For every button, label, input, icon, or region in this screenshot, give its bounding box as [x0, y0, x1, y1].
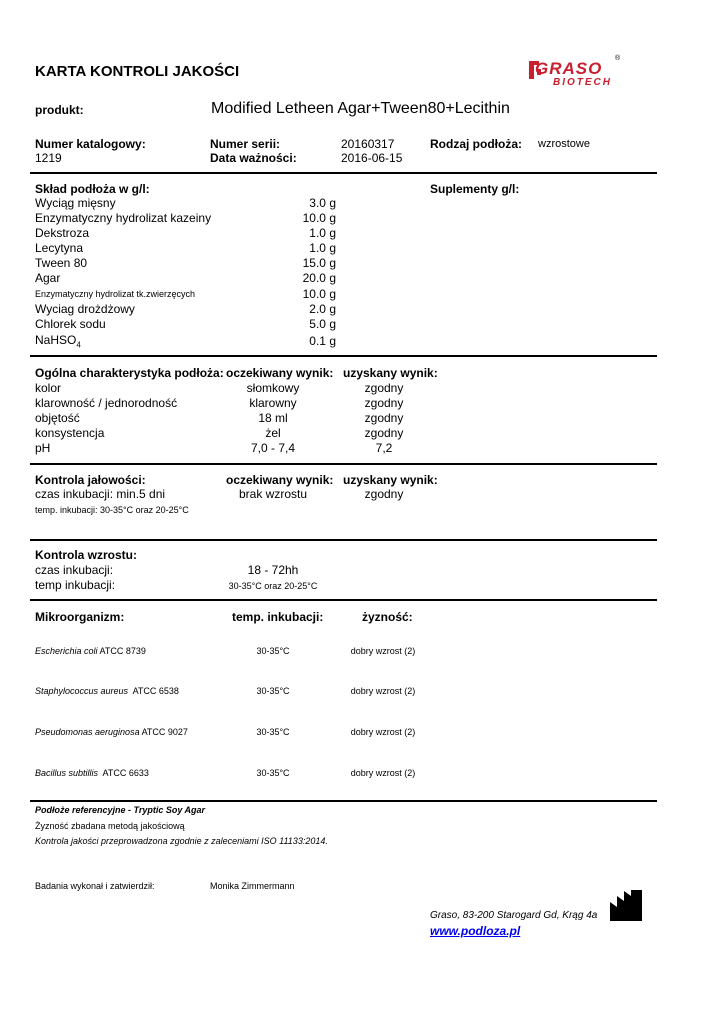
param-obtained: zgodny [364, 426, 404, 440]
jalowosc-czas: czas inkubacji: min.5 dni [35, 487, 166, 501]
logo-brand: GRASO [535, 59, 603, 78]
jalowosc-temp: temp. inkubacji: 30-35°C oraz 20-25°C [35, 505, 189, 515]
waznosc-label: Data ważności: [210, 151, 297, 165]
wzrost-temp-value: 30-35°C oraz 20-25°C [228, 581, 318, 591]
katalog-label: Numer katalogowy: [35, 137, 146, 151]
ingredient-name: Dekstroza [35, 226, 90, 240]
ogolna-header: Ogólna charakterystyka podłoża: [35, 366, 224, 380]
ingredient-name: Wyciag drożdżowy [35, 302, 135, 316]
ingredient-amount: 20.0 g [302, 271, 336, 285]
suplementy-header: Suplementy g/l: [430, 182, 520, 196]
wzrost-header: Kontrola wzrostu: [35, 548, 137, 562]
mikro-zyznosc-label: żyzność: [362, 610, 413, 624]
species-atcc: ATCC 6633 [98, 768, 149, 778]
row-temp: 30-35°C [256, 646, 290, 656]
table-row [35, 727, 188, 737]
table-row [35, 686, 179, 696]
ingredient-name: Wyciąg mięsny [35, 196, 116, 210]
divider [30, 539, 657, 541]
param-expected: żel [265, 426, 281, 440]
ingredient-name: Lecytyna [35, 241, 84, 255]
sklad-header: Skład podłoża w g/l: [35, 182, 150, 196]
waznosc-value: 2016-06-15 [341, 151, 403, 165]
row-result: dobry wzrost (2) [350, 686, 416, 696]
footer-website-link[interactable]: www.podloza.pl [430, 924, 521, 938]
note-reference: Podłoże referencyjne - Tryptic Soy Agar [35, 805, 206, 815]
param-expected: słomkowy [246, 381, 300, 395]
ingredient-amount: 1.0 g [309, 241, 336, 255]
jalowosc-header: Kontrola jałowości: [35, 473, 146, 487]
obtained-label: uzyskany wynik: [343, 473, 438, 487]
jalowosc-obtained: zgodny [364, 487, 404, 501]
ingredient-name: Enzymatyczny hydrolizat tk.zwierzęcych [35, 289, 196, 299]
page-title: KARTA KONTROLI JAKOŚCI [35, 63, 240, 80]
species-atcc: ATCC 6538 [128, 686, 179, 696]
table-row [35, 768, 149, 778]
jalowosc-expected: brak wzrostu [238, 487, 308, 501]
mikro-header: Mikroorganizm: [35, 610, 125, 624]
param-expected: 18 ml [258, 411, 288, 425]
row-temp: 30-35°C [256, 686, 290, 696]
divider [30, 599, 657, 601]
param-obtained: zgodny [364, 396, 404, 410]
rodzaj-value: wzrostowe [538, 138, 590, 150]
signature-name: Monika Zimmermann [210, 881, 295, 891]
param-name: klarowność / jednorodność [35, 396, 178, 410]
ingredient-name [35, 333, 81, 349]
produkt-value: Modified Letheen Agar+Tween80+Lecithin [211, 100, 510, 117]
ingredient-amount: 1.0 g [309, 226, 336, 240]
param-obtained: zgodny [364, 411, 404, 425]
species-name: Staphylococcus aureus [35, 686, 129, 696]
note-zyznosc: Żyzność zbadana metodą jakościową [35, 821, 185, 831]
graso-logo [527, 55, 627, 91]
ingredient-amount: 15.0 g [302, 256, 336, 270]
row-result: dobry wzrost (2) [350, 646, 416, 656]
factory-icon [609, 890, 643, 927]
divider [30, 800, 657, 802]
wzrost-temp-label: temp inkubacji: [35, 578, 116, 592]
species-name: Escherichia coli [35, 646, 98, 656]
param-expected: 7,0 - 7,4 [250, 441, 296, 455]
divider [30, 355, 657, 357]
nahso-base: NaHSO [35, 333, 77, 347]
ingredient-amount: 10.0 g [302, 287, 336, 301]
expected-label: oczekiwany wynik: [226, 366, 334, 380]
wzrost-czas-value: 18 - 72hh [247, 563, 299, 577]
table-row [35, 646, 146, 656]
param-name: objętość [35, 411, 80, 425]
row-temp: 30-35°C [256, 768, 290, 778]
ingredient-amount: 2.0 g [309, 302, 336, 316]
katalog-value: 1219 [35, 151, 62, 165]
ingredient-amount: 3.0 g [309, 196, 336, 210]
ingredient-name: Tween 80 [35, 256, 88, 270]
note-iso: Kontrola jakości przeprowadzona zgodnie z zaleceniami ISO 11133:2014. [35, 836, 328, 846]
mikro-temp-label: temp. inkubacji: [232, 610, 324, 624]
row-result: dobry wzrost (2) [350, 768, 416, 778]
nahso-sub: 4 [76, 340, 81, 350]
param-obtained: zgodny [364, 381, 404, 395]
footer-address: Graso, 83-200 Starogard Gd, Krąg 4a [430, 910, 598, 921]
logo-sub: BIOTECH [553, 77, 612, 88]
rodzaj-label: Rodzaj podłoża: [430, 137, 522, 151]
logo-registered: ® [615, 55, 621, 62]
param-name: kolor [35, 381, 62, 395]
param-name: konsystencja [35, 426, 105, 440]
species-name: Pseudomonas aeruginosa [35, 727, 140, 737]
ingredient-amount: 0.1 g [309, 334, 336, 348]
ingredient-name: Enzymatyczny hydrolizat kazeiny [35, 211, 212, 225]
obtained-label: uzyskany wynik: [343, 366, 438, 380]
divider [30, 172, 657, 174]
seria-value: 20160317 [341, 137, 395, 151]
expected-label: oczekiwany wynik: [226, 473, 334, 487]
param-obtained: 7,2 [375, 441, 393, 455]
ingredient-name: Chlorek sodu [35, 317, 106, 331]
row-temp: 30-35°C [256, 727, 290, 737]
species-atcc: ATCC 8739 [97, 646, 146, 656]
ingredient-amount: 10.0 g [302, 211, 336, 225]
signature-label: Badania wykonał i zatwierdził: [35, 881, 155, 891]
ingredient-name: Agar [35, 271, 61, 285]
seria-label: Numer serii: [210, 137, 281, 151]
species-name: Bacillus subtillis [35, 768, 99, 778]
produkt-label: produkt: [35, 103, 84, 117]
param-expected: klarowny [249, 396, 297, 410]
divider [30, 463, 657, 465]
wzrost-czas-label: czas inkubacji: [35, 563, 114, 577]
species-atcc: ATCC 9027 [139, 727, 188, 737]
row-result: dobry wzrost (2) [350, 727, 416, 737]
param-name: pH [35, 441, 51, 455]
ingredient-amount: 5.0 g [309, 317, 336, 331]
